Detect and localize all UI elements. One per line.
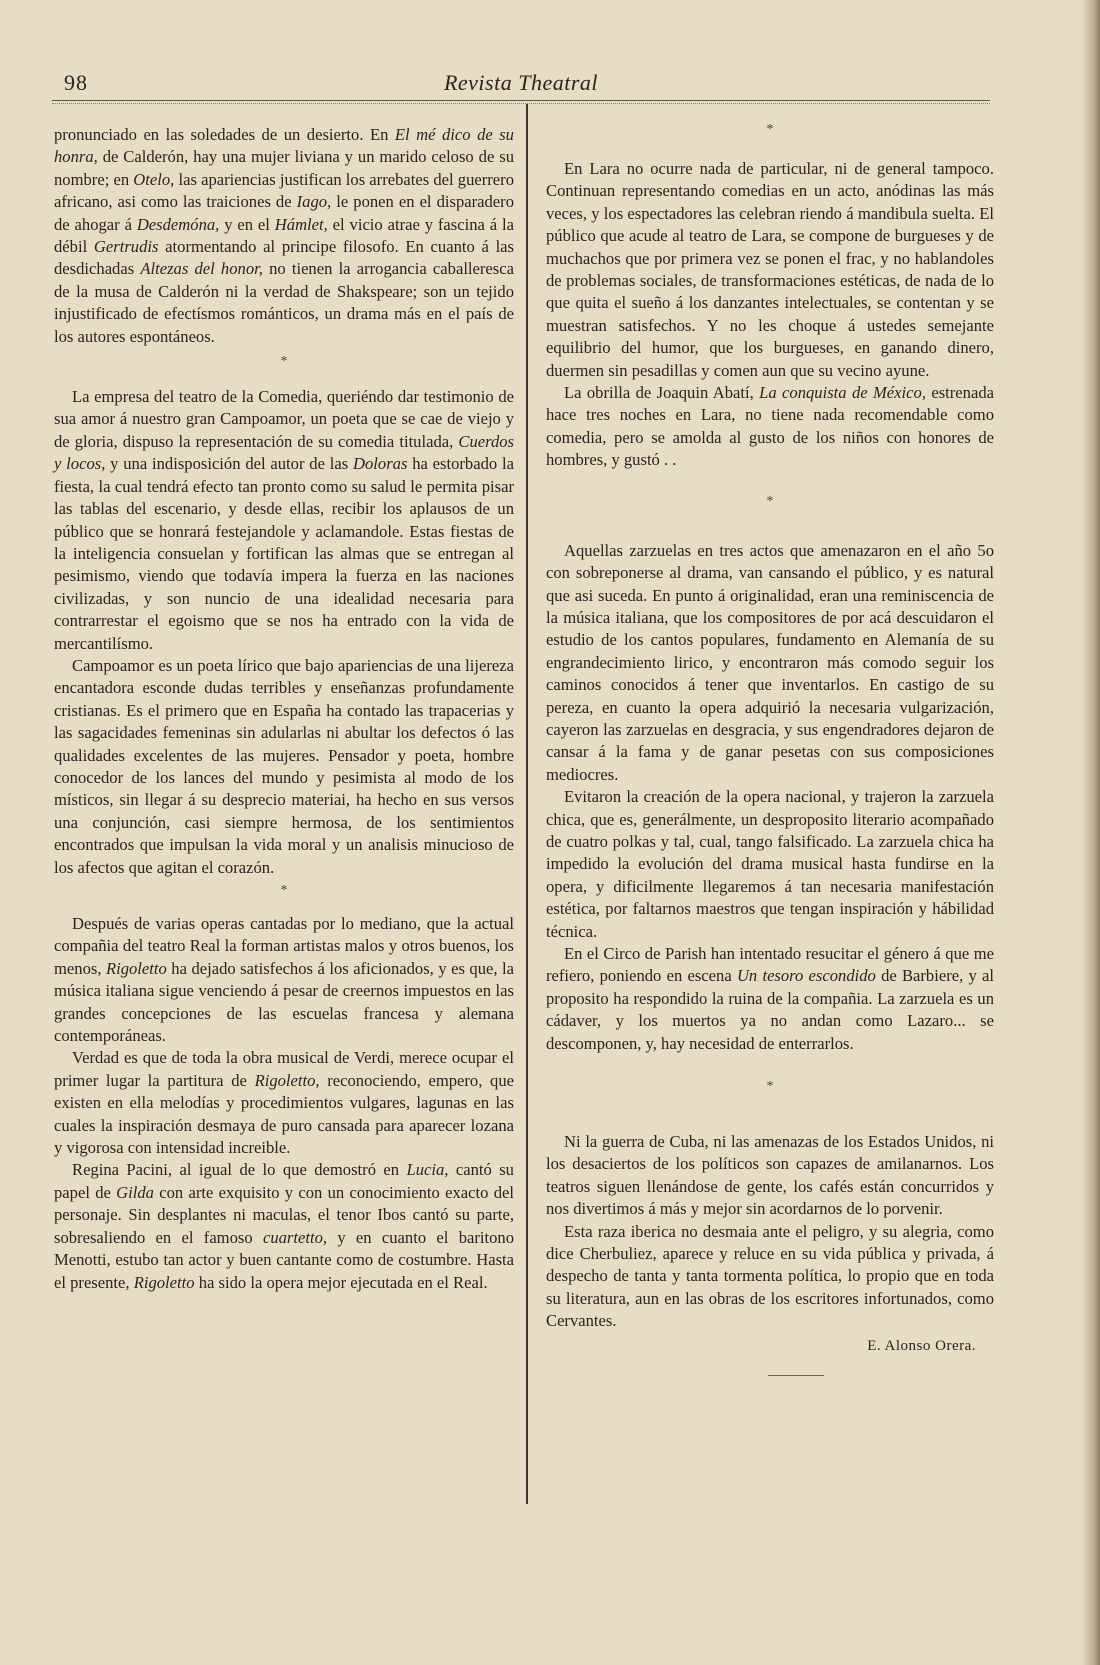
text-run: reconociendo, empero, que existen en ella melodías y procedimientos vulgares, lagunas en las cuales la inspiración desmaya de puro cansada para aparecer lozana y vigorosa con intensidad increible. bbox=[54, 1070, 514, 1158]
text-run: Regina Pacini, al igual de lo que demostró en bbox=[72, 1160, 407, 1180]
italic-title: Cuerdos y locos, bbox=[54, 431, 514, 474]
italic-title: Gertrudis bbox=[93, 237, 159, 257]
italic-title: Altezas del honor, bbox=[140, 259, 263, 279]
italic-title: cuartetto, bbox=[262, 1227, 328, 1247]
paragraph bbox=[54, 913, 514, 1047]
italic-title: Hámlet, bbox=[274, 214, 328, 234]
text-run: ha dejado satisfechos á los aficionados, y es que, la música italiana sigue venciendo á pesar de creernos impuestos en las grandes concepciones de las escuelas francesa y alemana contemporáneas. bbox=[54, 958, 514, 1046]
header-rule-dotted bbox=[52, 103, 990, 104]
italic-title: Iago, bbox=[296, 192, 332, 212]
text-run: con arte exquisito y con un conocimiento exacto del personaje. Sin desplantes ni maculas, el tenor Ibos cantó su parte, sobresaliendo en el famoso bbox=[54, 1182, 514, 1247]
italic-title: Rigoletto, bbox=[254, 1070, 320, 1090]
page-number: 98 bbox=[64, 70, 88, 95]
running-title: Revista Theatral bbox=[443, 70, 599, 95]
text-run: En el Circo de Parish han intentado resucitar el género á que me refiero, poniendo en escena bbox=[546, 944, 994, 986]
section-separator: * bbox=[766, 1079, 774, 1095]
end-rule bbox=[768, 1375, 824, 1376]
italic-title: La conquista de México, bbox=[759, 383, 926, 403]
text-run: Campoamor es un poeta lírico que bajo apariencias de una lijereza encantadora esconde dudas terribles y enseñanzas profundamente cristianas. Es el primero que en España ha contado las trapacerias y las sagacidades femeninas sin adularlas ni abultar los defectos ó las qualidades excelentes de las mujeres. Pensador y poeta, hombre conocedor de los lances del mundo y pesimista al modo de los místicos, sin llegar á su desprecio materiai, ha hecho en sus versos una conjunción, casi siempre hermosa, de los sentimientos encontrados que impulsan la vida moral y un analisis minucioso de los afectos que agitan el corazón. bbox=[54, 655, 514, 877]
column-rule bbox=[526, 104, 528, 1504]
text-run: y una indisposición del autor de las bbox=[105, 454, 353, 474]
paragraph bbox=[546, 540, 994, 786]
paragraph bbox=[546, 382, 994, 472]
text-run: atormentando al principe filosofo. En cuanto á las desdichadas bbox=[54, 237, 515, 279]
paragraph bbox=[546, 158, 994, 382]
italic-title: Doloras bbox=[353, 454, 408, 474]
text-run: Evitaron la creación de la opera nacional, y trajeron la zarzuela chica, que es, generálmente, un desproposito literario acompañado de cuatro polkas y tal, cual, tango falsificado. La zarzuela chica ha impedido la evolución del drama musical hasta fundirse en la opera, y dificilmente llegaremos á tan necesaria manifestación estética, por faltarnos maestros que tengan inspiración y hábilidad técnica. bbox=[546, 787, 994, 941]
paragraph bbox=[54, 1047, 514, 1159]
paragraph bbox=[54, 124, 514, 348]
paragraph bbox=[54, 655, 514, 879]
section-separator: * bbox=[280, 354, 288, 370]
page-edge-shadow bbox=[1082, 0, 1100, 1665]
left-column bbox=[54, 124, 514, 1294]
text-run: y en el bbox=[219, 214, 275, 234]
paragraph bbox=[546, 1221, 994, 1333]
italic-title: Desdemóna, bbox=[136, 214, 220, 234]
header-rule bbox=[52, 100, 990, 101]
italic-title: Otelo, bbox=[133, 169, 175, 189]
text-run: no tienen la arrogancia caballeresca de la musa de Calderón ni la verdad de Shakspeare; son un tejido injustificado de efectísmos románticos, un drama más en el país de los autores espontáneos. bbox=[54, 259, 514, 346]
text-run: La empresa del teatro de la Comedia, queriéndo dar testimonio de sua amor á nuestro gran Campoamor, un poeta que se cae de viejo y de gloria, dispuso la representación de su comedia titulada, bbox=[54, 387, 514, 451]
text-run: y en cuanto el baritono Menotti, estubo tan actor y buen cantante como de costumbre. Hasta el presente, bbox=[54, 1227, 514, 1292]
text-run: le ponen en el disparadero de ahogar á bbox=[54, 192, 514, 234]
right-column bbox=[546, 124, 994, 1376]
italic-title: Rigoletto bbox=[105, 958, 167, 978]
italic-title: El mé dico de su honra, bbox=[54, 125, 514, 167]
author-signature: E. Alonso Orera. bbox=[867, 1337, 976, 1354]
text-run: Después de varias operas cantadas por lo mediano, que la actual compañia del teatro Real la forman artistas malos y otros buenos, los menos, bbox=[54, 914, 514, 978]
text-run: Ni la guerra de Cuba, ni las amenazas de los Estados Unidos, ni los desaciertos de los políticos son capazes de amilanarnos. Los teatros siguen llenándose de gente, los cafés están concurridos y nos divertimos á más y mejor sin acordarnos de lo porvenir. bbox=[546, 1132, 994, 1219]
text-run: En Lara no ocurre nada de particular, ni de general tampoco. Continuan representando comedias en un acto, anódinas las más veces, y los espectadores las celebran riendo á mandibula suelta. El público que acude al teatro de Lara, se compone de burgueses y de muchachos que por primera vez se ponen el frac, y no hablandoles de problemas sociales, de transformaciones estéticas, de nada de lo que quita el sueño á los danzantes intelectuales, se contentan y se muestran satisfechos. Y no les choque á ustedes semejante equilibrio del humor, que los burgueses, en ganando dinero, duermen sin pesadillas y comen aun que su vecino ayune. bbox=[546, 159, 994, 380]
text-run: Esta raza iberica no desmaia ante el peligro, y su alegria, como dice Cherbuliez, aparece y reluce en su vida pública y privada, á despecho de tanta y tanta tormenta política, lo propio que en toda su literatura, aun en las obras de los escritores infortunados, como Cervantes. bbox=[546, 1221, 994, 1331]
paragraph bbox=[546, 943, 994, 1055]
section-separator: * bbox=[766, 493, 774, 509]
text-run: el vicio atrae y fascina á la débil bbox=[54, 214, 514, 257]
paragraph bbox=[546, 1131, 994, 1221]
text-run: Aquellas zarzuelas en tres actos que amenazaron en el año 5o con sobreponerse al drama, van cansando el público, y es natural que asi suceda. En punto á originalidad, eran una reminiscencia de la música italiana, que los compositores de por acá descuidaron el estudio de los cantos populares, fundamento en Alemanía de su engrandecimiento lirico, y encontraron más comodo seguir los caminos conocidos á tener que inventarlos. En castigo de su pereza, en cuanto la opera adquirió la necesaria vulgarización, cayeron las zarzuelas en desgracia, y sus engendradores dejaron de cansar á la fama y de ganar pesetas con sus composiciones mediocres. bbox=[546, 540, 994, 784]
text-run: Verdad es que de toda la obra musical de Verdi, merece ocupar el primer lugar la partitura de bbox=[54, 1048, 514, 1090]
text-run: pronunciado en las soledades de un desierto. En bbox=[54, 125, 395, 144]
italic-title: Gilda bbox=[116, 1182, 154, 1202]
page-header bbox=[52, 70, 990, 100]
text-run: de Barbiere, y al proposito ha respondido la ruina de la compañia. La zarzuela es un cádaver, y los muertos ya no andan como Lazaro... se descomponen, y, hay necesidad de enterrarlos. bbox=[546, 966, 994, 1053]
text-run: estrenada hace tres noches en Lara, no tiene nada recomendable como comedia, pero se amolda al gusto de los niños con honores de hombres, y gustó . . bbox=[546, 383, 994, 470]
section-separator: * bbox=[766, 122, 774, 137]
italic-title: Un tesoro escondido bbox=[736, 966, 876, 986]
paragraph bbox=[54, 386, 514, 655]
text-run: cantó su papel de bbox=[54, 1160, 514, 1202]
text-run: de Calderón, hay una mujer liviana y un marido celoso de su nombre; en bbox=[54, 147, 514, 189]
italic-title: Rigoletto bbox=[133, 1272, 195, 1292]
italic-title: Lucia, bbox=[406, 1160, 449, 1180]
text-run: La obrilla de Joaquin Abatí, bbox=[564, 383, 760, 403]
text-run: ha estorbado la fiesta, la cual tendrá efecto tan pronto como su salud le permita pisar las tablas del escenario, y desde ellas, recibir los aplausos de un público que se honrará festejandole y aclamandole. Estas fiestas de la inteligencia consuelan y fortifican las almas que se entregan al pesimismo, viendo que todavía impera la fuerza en las naciones civilizadas, y son nuncio de una idealidad necesaria para contrarrestar el egoismo que se nos ha entrado con la vida de mercantilísmo. bbox=[54, 454, 514, 653]
text-run: las apariencias justifican los arrebates del guerrero africano, asi como las traiciones de bbox=[54, 169, 514, 212]
text-run: ha sido la opera mejor ejecutada en el Real. bbox=[194, 1272, 488, 1292]
section-separator: * bbox=[280, 883, 288, 898]
paragraph bbox=[546, 786, 994, 943]
paragraph bbox=[54, 1159, 514, 1293]
